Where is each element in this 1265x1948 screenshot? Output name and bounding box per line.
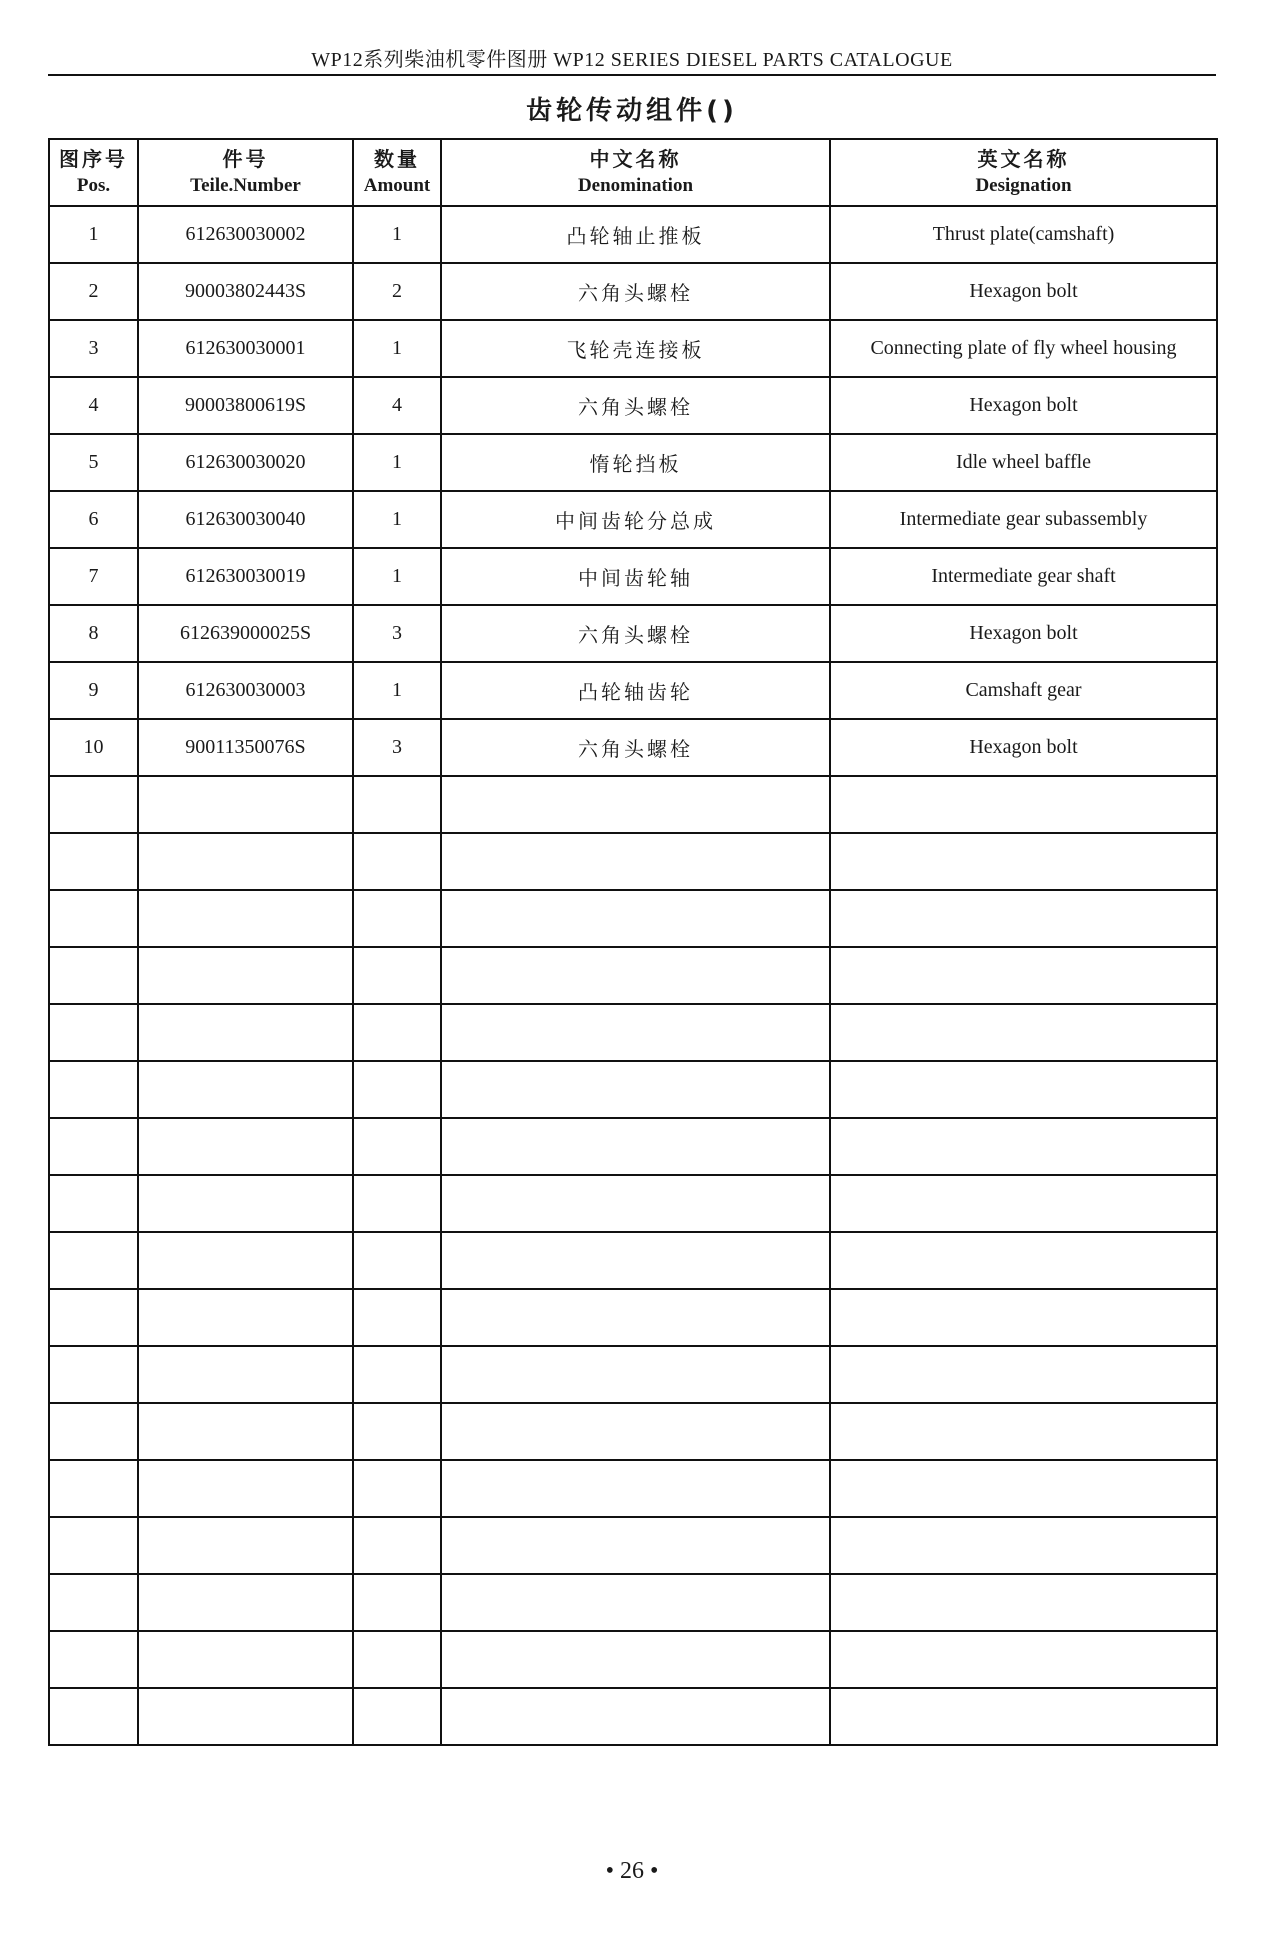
part-number-cell <box>138 1232 353 1289</box>
pos-cell <box>49 1403 138 1460</box>
amount-cell: 1 <box>353 320 441 377</box>
english-name-cell: Camshaft gear <box>830 662 1217 719</box>
table-row <box>49 1118 1217 1175</box>
english-name-cell <box>830 1289 1217 1346</box>
chinese-name-cell: 凸轮轴止推板 <box>441 206 830 263</box>
table-row <box>49 206 1217 263</box>
pos-cell <box>49 1118 138 1175</box>
header-cn: 图序号 <box>59 147 128 172</box>
amount-cell <box>353 1118 441 1175</box>
pos-cell: 4 <box>49 377 138 434</box>
table-row <box>49 1346 1217 1403</box>
chinese-name-cell: 六角头螺栓 <box>441 377 830 434</box>
table-header-row <box>49 139 1217 206</box>
amount-cell <box>353 1004 441 1061</box>
header-rule <box>48 74 1216 76</box>
pos-cell <box>49 1688 138 1745</box>
chinese-name-cell <box>441 1175 830 1232</box>
table-row <box>49 548 1217 605</box>
table-row <box>49 719 1217 776</box>
table-row <box>49 1574 1217 1631</box>
chinese-name-cell: 六角头螺栓 <box>441 263 830 320</box>
part-number-cell: 612630030020 <box>138 434 353 491</box>
pos-cell <box>49 833 138 890</box>
part-number-cell <box>138 1631 353 1688</box>
header-part-number <box>138 139 353 206</box>
pos-cell <box>49 1460 138 1517</box>
table-row <box>49 1688 1217 1745</box>
amount-cell <box>353 947 441 1004</box>
pos-cell <box>49 1232 138 1289</box>
pos-cell <box>49 947 138 1004</box>
part-number-cell <box>138 1004 353 1061</box>
table-row <box>49 947 1217 1004</box>
part-number-cell <box>138 1517 353 1574</box>
table-row <box>49 1517 1217 1574</box>
english-name-cell <box>830 1460 1217 1517</box>
english-name-cell: Hexagon bolt <box>830 719 1217 776</box>
table-row <box>49 1061 1217 1118</box>
part-number-cell: 612630030040 <box>138 491 353 548</box>
english-name-cell: Hexagon bolt <box>830 605 1217 662</box>
chinese-name-cell: 六角头螺栓 <box>441 605 830 662</box>
amount-cell <box>353 776 441 833</box>
amount-cell <box>353 1574 441 1631</box>
part-number-cell <box>138 947 353 1004</box>
part-number-cell: 612630030003 <box>138 662 353 719</box>
header-denomination <box>441 139 830 206</box>
pos-cell <box>49 890 138 947</box>
amount-cell: 1 <box>353 206 441 263</box>
page-number: • 26 • <box>605 1858 659 1884</box>
english-name-cell: Connecting plate of fly wheel housing <box>830 320 1217 377</box>
table-row <box>49 1004 1217 1061</box>
table-row <box>49 890 1217 947</box>
part-number-cell: 612630030019 <box>138 548 353 605</box>
chinese-name-cell <box>441 1118 830 1175</box>
amount-cell: 1 <box>353 434 441 491</box>
table-row <box>49 1232 1217 1289</box>
amount-cell <box>353 1061 441 1118</box>
table-row <box>49 1460 1217 1517</box>
table-row <box>49 662 1217 719</box>
english-name-cell <box>830 1118 1217 1175</box>
header-en: Designation <box>975 175 1072 197</box>
amount-cell <box>353 890 441 947</box>
header-en: Teile.Number <box>190 175 301 197</box>
table-row <box>49 605 1217 662</box>
amount-cell <box>353 1403 441 1460</box>
chinese-name-cell: 惰轮挡板 <box>441 434 830 491</box>
header-designation <box>830 139 1217 206</box>
pos-cell <box>49 1061 138 1118</box>
chinese-name-cell <box>441 1574 830 1631</box>
table-row <box>49 491 1217 548</box>
pos-cell: 10 <box>49 719 138 776</box>
amount-cell <box>353 1517 441 1574</box>
pos-cell <box>49 1517 138 1574</box>
part-number-cell <box>138 1688 353 1745</box>
part-number-cell <box>138 776 353 833</box>
english-name-cell: Thrust plate(camshaft) <box>830 206 1217 263</box>
amount-cell: 4 <box>353 377 441 434</box>
pos-cell <box>49 1631 138 1688</box>
amount-cell: 1 <box>353 491 441 548</box>
chinese-name-cell <box>441 947 830 1004</box>
chinese-name-cell <box>441 1061 830 1118</box>
part-number-cell <box>138 1346 353 1403</box>
english-name-cell <box>830 1574 1217 1631</box>
chinese-name-cell <box>441 1289 830 1346</box>
english-name-cell <box>830 1346 1217 1403</box>
amount-cell <box>353 1175 441 1232</box>
amount-cell <box>353 1688 441 1745</box>
pos-cell <box>49 776 138 833</box>
english-name-cell: Idle wheel baffle <box>830 434 1217 491</box>
chinese-name-cell: 飞轮壳连接板 <box>441 320 830 377</box>
english-name-cell <box>830 1232 1217 1289</box>
chinese-name-cell: 中间齿轮轴 <box>441 548 830 605</box>
english-name-cell: Intermediate gear shaft <box>830 548 1217 605</box>
amount-cell <box>353 1631 441 1688</box>
amount-cell: 2 <box>353 263 441 320</box>
parts-table <box>48 138 1218 1746</box>
header-cn: 英文名称 <box>977 147 1070 172</box>
table-row <box>49 1403 1217 1460</box>
part-number-cell: 90011350076S <box>138 719 353 776</box>
table-row <box>49 1631 1217 1688</box>
page-title: 齿轮传动组件() <box>526 96 738 126</box>
english-name-cell <box>830 1175 1217 1232</box>
part-number-cell: 90003800619S <box>138 377 353 434</box>
chinese-name-cell <box>441 1232 830 1289</box>
english-name-cell <box>830 1061 1217 1118</box>
pos-cell: 8 <box>49 605 138 662</box>
pos-cell <box>49 1289 138 1346</box>
running-header: WP12系列柴油机零件图册 WP12 SERIES DIESEL PARTS CATALOGUE <box>311 49 953 71</box>
part-number-cell <box>138 890 353 947</box>
table-row <box>49 377 1217 434</box>
table-row <box>49 833 1217 890</box>
table-row <box>49 1289 1217 1346</box>
amount-cell <box>353 1289 441 1346</box>
part-number-cell <box>138 1289 353 1346</box>
english-name-cell: Intermediate gear subassembly <box>830 491 1217 548</box>
chinese-name-cell: 凸轮轴齿轮 <box>441 662 830 719</box>
chinese-name-cell <box>441 776 830 833</box>
pos-cell: 5 <box>49 434 138 491</box>
amount-cell <box>353 833 441 890</box>
chinese-name-cell <box>441 1460 830 1517</box>
part-number-cell: 612639000025S <box>138 605 353 662</box>
chinese-name-cell <box>441 1403 830 1460</box>
pos-cell: 3 <box>49 320 138 377</box>
part-number-cell: 612630030001 <box>138 320 353 377</box>
chinese-name-cell: 六角头螺栓 <box>441 719 830 776</box>
header-pos <box>49 139 138 206</box>
header-en: Amount <box>363 175 431 197</box>
pos-cell: 9 <box>49 662 138 719</box>
pos-cell: 6 <box>49 491 138 548</box>
english-name-cell <box>830 890 1217 947</box>
pos-cell: 7 <box>49 548 138 605</box>
table-row <box>49 776 1217 833</box>
chinese-name-cell <box>441 1688 830 1745</box>
amount-cell: 1 <box>353 662 441 719</box>
table-row <box>49 1175 1217 1232</box>
part-number-cell <box>138 1175 353 1232</box>
part-number-cell <box>138 1061 353 1118</box>
part-number-cell <box>138 1460 353 1517</box>
pos-cell <box>49 1004 138 1061</box>
chinese-name-cell <box>441 1004 830 1061</box>
amount-cell <box>353 1460 441 1517</box>
chinese-name-cell <box>441 890 830 947</box>
chinese-name-cell <box>441 1631 830 1688</box>
amount-cell: 3 <box>353 605 441 662</box>
part-number-cell: 612630030002 <box>138 206 353 263</box>
english-name-cell: Hexagon bolt <box>830 377 1217 434</box>
header-en: Denomination <box>577 175 694 197</box>
pos-cell <box>49 1346 138 1403</box>
pos-cell <box>49 1175 138 1232</box>
part-number-cell <box>138 1118 353 1175</box>
chinese-name-cell <box>441 833 830 890</box>
header-amount <box>353 139 441 206</box>
pos-cell: 1 <box>49 206 138 263</box>
chinese-name-cell: 中间齿轮分总成 <box>441 491 830 548</box>
chinese-name-cell <box>441 1517 830 1574</box>
pos-cell <box>49 1574 138 1631</box>
english-name-cell: Hexagon bolt <box>830 263 1217 320</box>
amount-cell <box>353 1232 441 1289</box>
amount-cell: 3 <box>353 719 441 776</box>
english-name-cell <box>830 776 1217 833</box>
header-cn: 数量 <box>374 147 420 172</box>
table-row <box>49 320 1217 377</box>
english-name-cell <box>830 1631 1217 1688</box>
amount-cell: 1 <box>353 548 441 605</box>
header-en: Pos. <box>76 175 111 197</box>
table-row <box>49 434 1217 491</box>
part-number-cell <box>138 1574 353 1631</box>
english-name-cell <box>830 947 1217 1004</box>
english-name-cell <box>830 1403 1217 1460</box>
part-number-cell <box>138 833 353 890</box>
part-number-cell: 90003802443S <box>138 263 353 320</box>
header-cn: 中文名称 <box>589 147 682 172</box>
english-name-cell <box>830 1688 1217 1745</box>
parts-table-body <box>49 206 1217 1745</box>
part-number-cell <box>138 1403 353 1460</box>
table-row <box>49 263 1217 320</box>
amount-cell <box>353 1346 441 1403</box>
chinese-name-cell <box>441 1346 830 1403</box>
english-name-cell <box>830 1004 1217 1061</box>
pos-cell: 2 <box>49 263 138 320</box>
english-name-cell <box>830 833 1217 890</box>
english-name-cell <box>830 1517 1217 1574</box>
header-cn: 件号 <box>222 147 269 172</box>
